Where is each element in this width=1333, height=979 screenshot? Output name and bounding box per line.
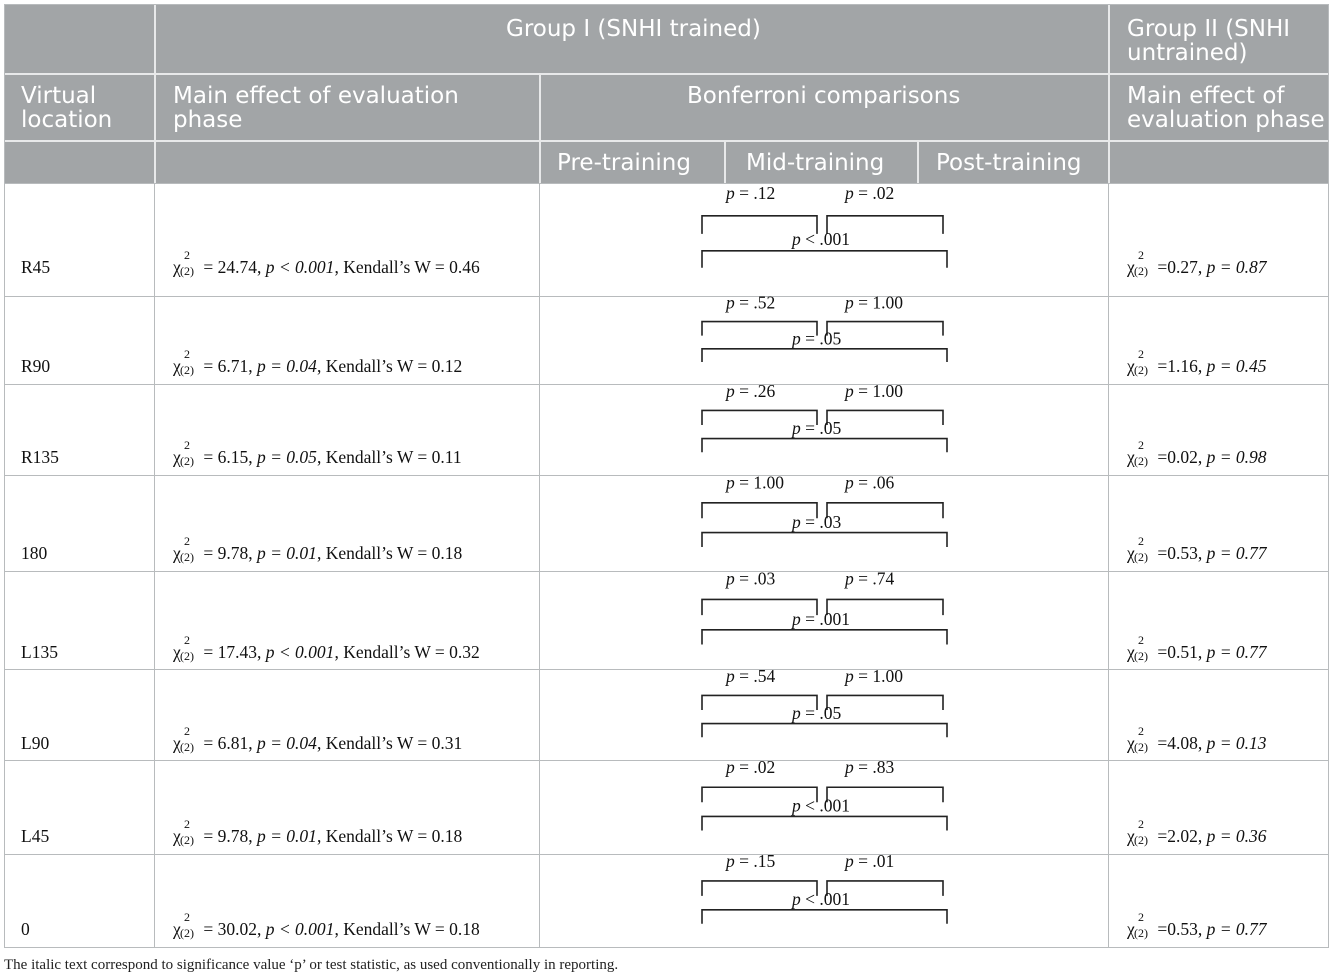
post-training-heading: Post-training: [936, 150, 1082, 176]
location-cell: R135: [21, 447, 59, 467]
bonferroni-brackets: [690, 384, 970, 475]
group2-main-effect-cell: χ 2 (2) =0.53, p = 0.77: [1127, 534, 1267, 564]
group2-main-effect-cell: χ 2 (2) =1.16, p = 0.45: [1127, 347, 1267, 377]
chi-square-symbol: χ 2 (2): [173, 248, 194, 278]
chi-square-symbol: χ 2 (2): [1127, 248, 1148, 278]
mid-post-p-label: p = 1.00: [845, 669, 903, 686]
mid-post-p-label: p = .02: [845, 183, 895, 203]
pre-post-bracket: [702, 816, 947, 830]
location-cell: L90: [21, 733, 50, 753]
chi-square-symbol: χ 2 (2): [1127, 910, 1148, 940]
group2-heading: Group II (SNHI untrained): [1127, 16, 1291, 66]
chi-square-symbol: χ 2 (2): [1127, 347, 1148, 377]
chi-square-symbol: χ 2 (2): [173, 534, 194, 564]
pre-post-p-label: p < .001: [792, 889, 850, 910]
chi-square-symbol: χ 2 (2): [173, 347, 194, 377]
bonferroni-brackets: [690, 475, 970, 571]
pre-mid-p-label: p = .52: [726, 296, 776, 313]
group2-main-effect-cell: χ 2 (2) =0.51, p = 0.77: [1127, 633, 1267, 663]
bonferroni-brackets: [690, 571, 970, 669]
pre-post-p-label: p = .05: [792, 328, 842, 349]
location-cell: L135: [21, 642, 58, 662]
group1-heading: Group I (SNHI trained): [506, 16, 761, 42]
group2-main-effect-cell: χ 2 (2) =0.27, p = 0.87: [1127, 248, 1267, 278]
pre-post-bracket: [702, 349, 947, 362]
location-cell: 0: [21, 919, 30, 939]
mid-post-bracket: [827, 695, 943, 710]
results-table: [4, 4, 1329, 948]
group1-main-effect-cell: χ 2 (2) = 6.15, p = 0.05, Kendall’s W = 0.11: [173, 438, 462, 468]
mid-post-p-label: p = 1.00: [845, 384, 903, 401]
mid-post-bracket: [827, 410, 943, 425]
group1-main-effect-cell: χ 2 (2) = 17.43, p < 0.001, Kendall’s W = 0.32: [173, 633, 480, 663]
pre-post-p-label: p = .05: [792, 418, 842, 439]
mid-post-p-label: p = .83: [845, 760, 895, 778]
group2-main-effect-cell: χ 2 (2) =4.08, p = 0.13: [1127, 724, 1267, 754]
pre-post-bracket: [702, 724, 947, 738]
pre-mid-p-label: p = .54: [726, 669, 776, 686]
pre-mid-p-label: p = .02: [726, 760, 776, 778]
group2-main-effect-cell: χ 2 (2) =2.02, p = 0.36: [1127, 817, 1267, 847]
bonferroni-brackets: [690, 296, 970, 384]
pre-post-p-label: p < .001: [792, 229, 850, 250]
location-cell: R90: [21, 356, 51, 376]
chi-square-symbol: χ 2 (2): [173, 438, 194, 468]
main-effect-g1-heading: Main effect of evaluation phase: [173, 83, 459, 133]
pre-post-p-label: p = .03: [792, 511, 842, 532]
pre-post-p-label: p = .001: [792, 608, 850, 629]
mid-post-bracket: [827, 322, 943, 336]
mid-post-p-label: p = .06: [845, 475, 895, 493]
chi-square-symbol: χ 2 (2): [1127, 633, 1148, 663]
pre-post-bracket: [702, 910, 947, 924]
group1-main-effect-cell: χ 2 (2) = 9.78, p = 0.01, Kendall’s W = 0.18: [173, 534, 463, 564]
pre-mid-p-label: p = 1.00: [726, 475, 784, 493]
pre-post-bracket: [702, 251, 947, 268]
chi-square-symbol: χ 2 (2): [173, 724, 194, 754]
chi-square-symbol: χ 2 (2): [173, 910, 194, 940]
mid-training-heading: Mid-training: [746, 150, 885, 176]
mid-post-p-label: p = .74: [845, 571, 895, 589]
bonferroni-brackets: [690, 183, 970, 296]
table-header: [5, 5, 1328, 183]
main-effect-g2-heading: Main effect of evaluation phase: [1127, 83, 1325, 133]
bonferroni-heading: Bonferroni comparisons: [687, 83, 961, 109]
bonferroni-brackets: [690, 854, 970, 947]
pre-mid-p-label: p = .26: [726, 384, 776, 401]
bonferroni-brackets: [690, 669, 970, 760]
pre-post-p-label: p < .001: [792, 795, 850, 816]
pre-training-heading: Pre-training: [557, 150, 691, 176]
table-footnote: The italic text correspond to significance value ‘p’ or test statistic, as used conventionally in reporting.: [4, 957, 619, 973]
location-cell: 180: [21, 543, 48, 563]
group1-main-effect-cell: χ 2 (2) = 6.71, p = 0.04, Kendall’s W = 0.12: [173, 347, 463, 377]
chi-square-symbol: χ 2 (2): [1127, 438, 1148, 468]
group1-main-effect-cell: χ 2 (2) = 9.78, p = 0.01, Kendall’s W = 0.18: [173, 817, 463, 847]
pre-post-p-label: p = .05: [792, 703, 842, 724]
location-cell: L45: [21, 826, 50, 846]
group2-main-effect-cell: χ 2 (2) =0.02, p = 0.98: [1127, 438, 1267, 468]
mid-post-bracket: [827, 503, 943, 518]
group1-main-effect-cell: χ 2 (2) = 24.74, p < 0.001, Kendall’s W = 0.46: [173, 248, 480, 278]
chi-square-symbol: χ 2 (2): [1127, 817, 1148, 847]
pre-mid-p-label: p = .12: [726, 183, 776, 203]
pre-post-bracket: [702, 533, 947, 547]
mid-post-p-label: p = .01: [845, 854, 895, 872]
chi-square-symbol: χ 2 (2): [173, 817, 194, 847]
group2-main-effect-cell: χ 2 (2) =0.53, p = 0.77: [1127, 910, 1267, 940]
virtual-location-heading: Virtual location: [21, 83, 113, 133]
pre-post-bracket: [702, 630, 947, 645]
chi-square-symbol: χ 2 (2): [1127, 724, 1148, 754]
pre-mid-p-label: p = .03: [726, 571, 776, 589]
chi-square-symbol: χ 2 (2): [173, 633, 194, 663]
pre-mid-p-label: p = .15: [726, 854, 776, 872]
mid-post-p-label: p = 1.00: [845, 296, 903, 313]
group1-main-effect-cell: χ 2 (2) = 6.81, p = 0.04, Kendall’s W = 0.31: [173, 724, 463, 754]
chi-square-symbol: χ 2 (2): [1127, 534, 1148, 564]
group1-main-effect-cell: χ 2 (2) = 30.02, p < 0.001, Kendall’s W = 0.18: [173, 910, 480, 940]
location-cell: R45: [21, 257, 51, 277]
pre-post-bracket: [702, 439, 947, 453]
bonferroni-brackets: [690, 760, 970, 854]
